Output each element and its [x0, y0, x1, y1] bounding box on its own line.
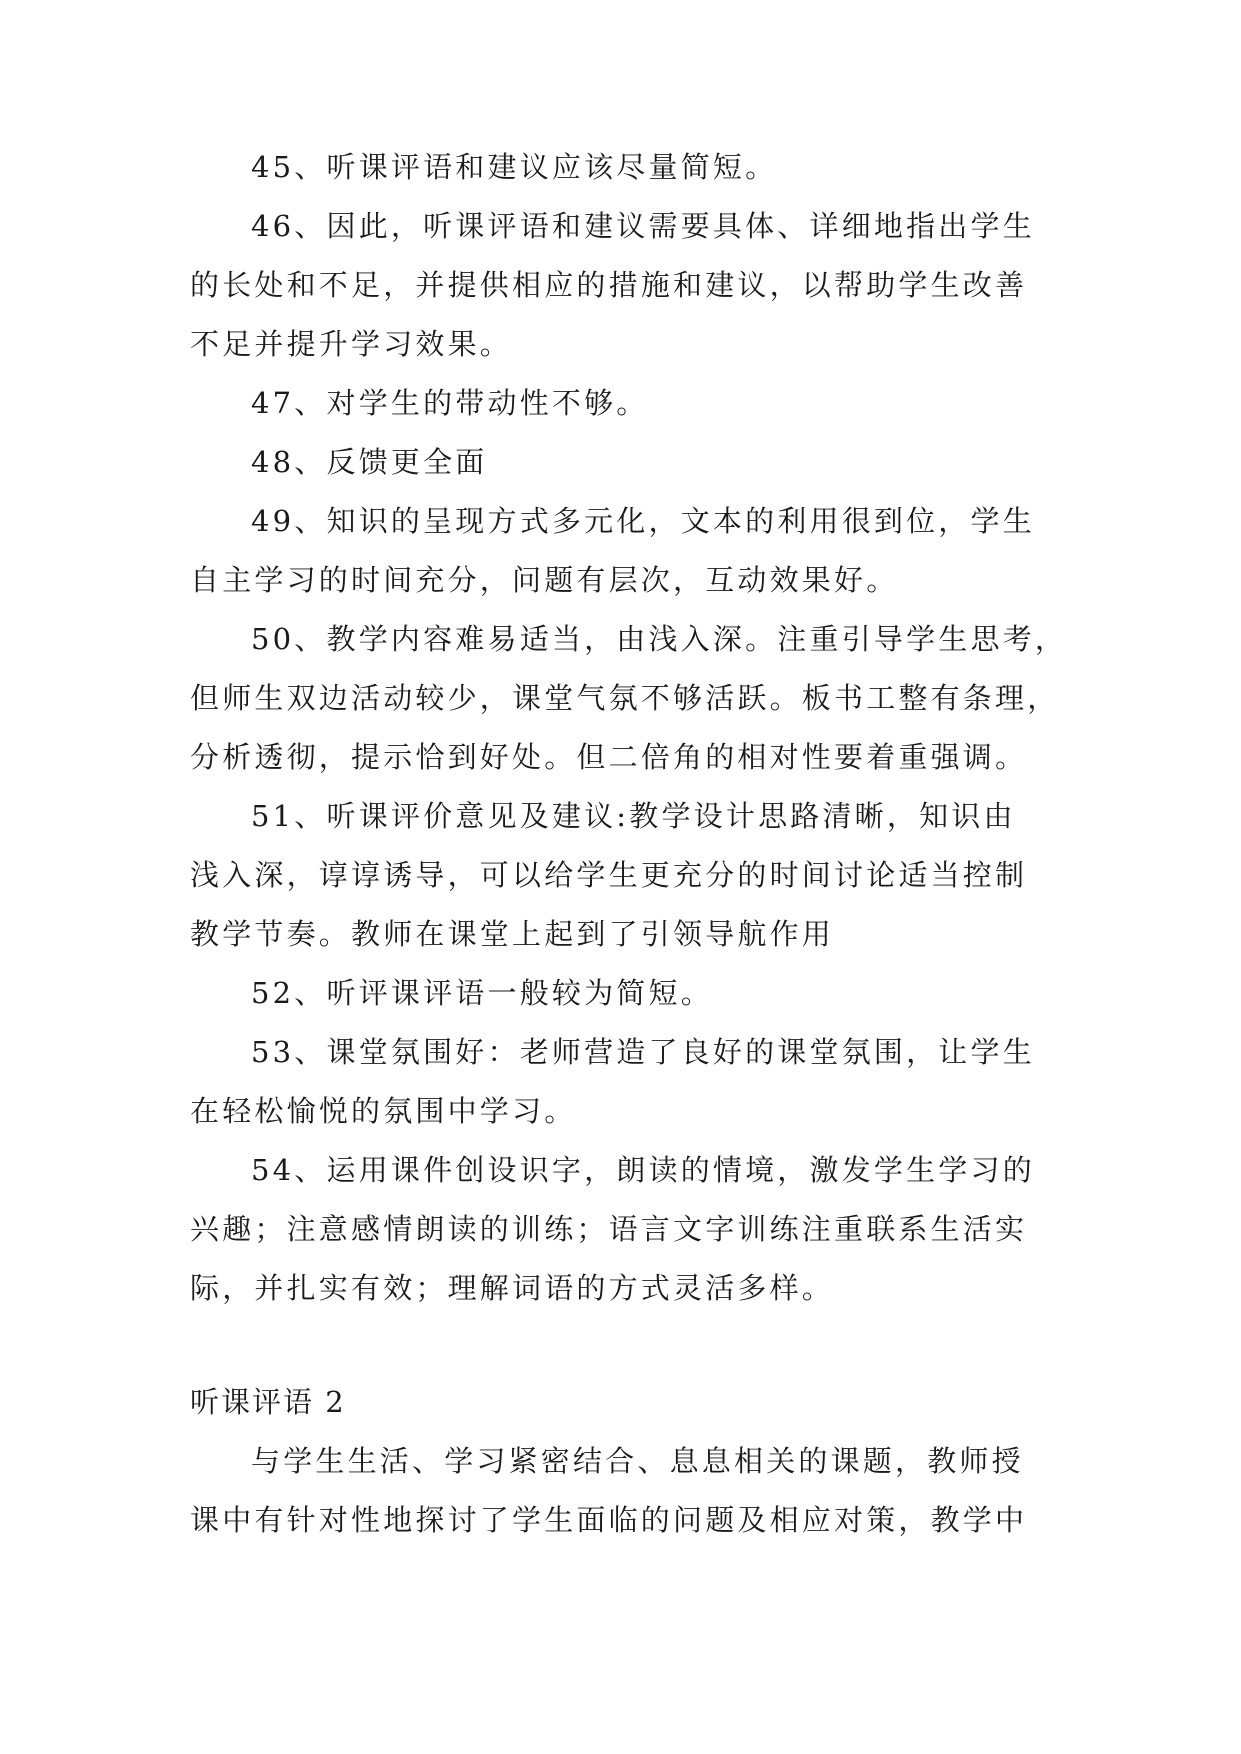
item-46-line-2: 的长处和不足，并提供相应的措施和建议，以帮助学生改善 [190, 268, 1028, 302]
item-54-line-1: 54、运用课件创设识字，朗读的情境，激发学生学习的 [251, 1153, 1035, 1187]
item-49-line-1: 49、知识的呈现方式多元化，文本的利用很到位，学生 [251, 504, 1035, 538]
item-47-line-1: 47、对学生的带动性不够。 [251, 386, 649, 420]
item-46-line-3: 不足并提升学习效果。 [190, 327, 513, 361]
item-51-line-3: 教学节奏。教师在课堂上起到了引领导航作用 [190, 917, 835, 951]
item-52-line-1: 52、听评课评语一般较为简短。 [251, 976, 713, 1010]
item-46-line-1: 46、因此，听课评语和建议需要具体、详细地指出学生 [251, 209, 1035, 243]
item-50-line-3: 分析透彻，提示恰到好处。但二倍角的相对性要着重强调。 [190, 740, 1028, 774]
section-paragraph-line-1: 与学生生活、学习紧密结合、息息相关的课题，教师授 [251, 1444, 1024, 1478]
item-48-line-1: 48、反馈更全面 [251, 445, 488, 479]
section-heading: 听课评语 2 [190, 1385, 346, 1419]
item-53-line-2: 在轻松愉悦的氛围中学习。 [190, 1094, 577, 1128]
item-51-line-1: 51、听课评价意见及建议:教学设计思路清晰，知识由 [251, 799, 1016, 833]
item-49-line-2: 自主学习的时间充分，问题有层次，互动效果好。 [190, 563, 899, 597]
item-50-line-2: 但师生双边活动较少，课堂气氛不够活跃。板书工整有条理， [190, 681, 1060, 715]
item-51-line-2: 浅入深，谆谆诱导，可以给学生更充分的时间讨论适当控制 [190, 858, 1028, 892]
item-54-line-2: 兴趣；注意感情朗读的训练；语言文字训练注重联系生活实 [190, 1212, 1028, 1246]
item-50-line-1: 50、教学内容难易适当，由浅入深。注重引导学生思考， [251, 622, 1068, 656]
item-53-line-1: 53、课堂氛围好：老师营造了良好的课堂氛围，让学生 [251, 1035, 1035, 1069]
item-54-line-3: 际，并扎实有效；理解词语的方式灵活多样。 [190, 1271, 835, 1305]
item-45-line-1: 45、听课评语和建议应该尽量简短。 [251, 150, 778, 184]
section-paragraph-line-2: 课中有针对性地探讨了学生面临的问题及相应对策，教学中 [190, 1503, 1028, 1537]
